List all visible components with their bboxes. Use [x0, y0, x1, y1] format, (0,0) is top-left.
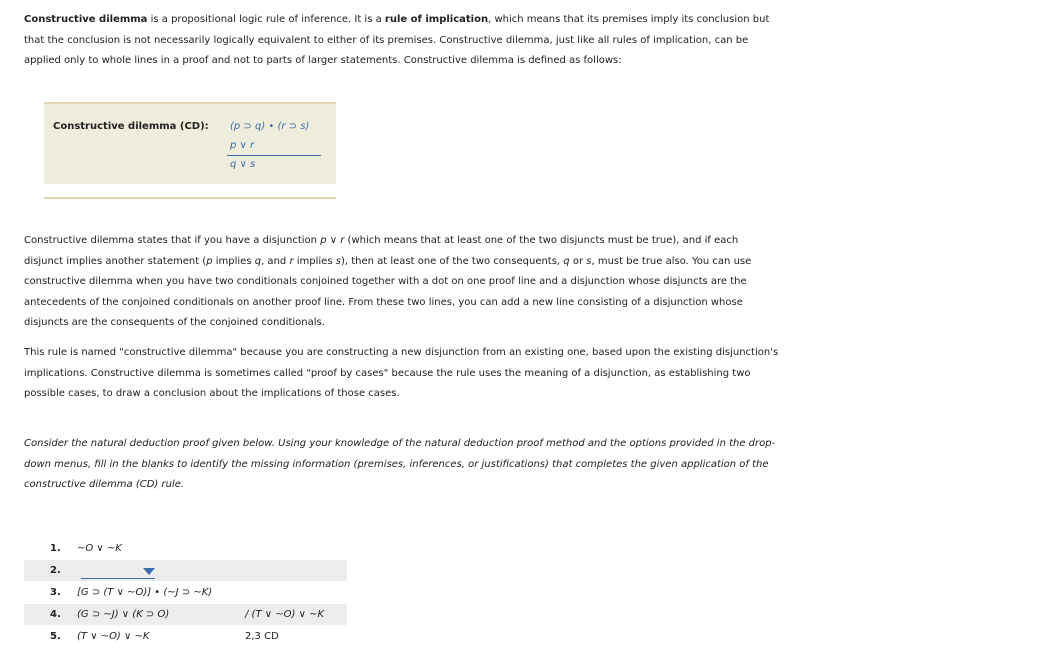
intro-line-2: that the conclusion is not necessarily logically equivalent to either of its premises. Constructive dilemma, just like all rules of implication, can be	[24, 34, 749, 46]
explanation-line-4: antecedents of the conjoined conditionals on another proof line. From these two lines, you can add a new line consisting of a disjunction whose	[24, 296, 743, 308]
var: s	[586, 255, 592, 267]
text: ), then at least one of the two consequents,	[340, 255, 564, 267]
var: p	[206, 255, 213, 267]
conclusion-divider	[227, 155, 321, 156]
conclusion-target: / (T ∨ ~O) ∨ ~K	[245, 609, 324, 620]
proof-line-2	[24, 560, 347, 581]
line-number: 1.	[50, 543, 61, 554]
rule-definition-box	[44, 102, 336, 184]
proof-line-3	[24, 582, 347, 603]
instructions-line-1: Consider the natural deduction proof given below. Using your knowledge of the natural deduction proof method and the options provided in the drop-	[24, 438, 776, 449]
text: , must be true also. You can use	[591, 255, 752, 267]
proof-line-1	[24, 538, 347, 559]
term-rule-of-implication: rule of implication	[384, 14, 489, 25]
rule-premise-1: (p ⊃ q) • (r ⊃ s)	[230, 121, 310, 132]
var: p	[320, 235, 327, 246]
proof-line-4	[24, 604, 347, 625]
var: q	[254, 255, 262, 267]
line-number: 5.	[50, 631, 61, 642]
intro-paragraph	[24, 10, 814, 72]
line-statement: (G ⊃ ~J) ∨ (K ⊃ O)	[77, 609, 170, 620]
line-number: 2.	[50, 565, 61, 576]
naming-paragraph	[24, 343, 814, 405]
instructions-line-3: constructive dilemma (CD) rule.	[24, 479, 185, 490]
naming-line-1: This rule is named "constructive dilemma" because you are constructing a new disjunction from an existing one, based upon the existing disjunction's	[24, 347, 779, 358]
proof-line-5	[24, 626, 347, 647]
intro-text: , which means that its premises imply its conclusion but	[488, 14, 770, 25]
line-statement: ~O ∨ ~K	[77, 543, 122, 554]
instructions-paragraph	[24, 434, 814, 496]
text: implies	[212, 255, 255, 267]
var: s	[335, 255, 341, 267]
intro-line-3: applied only to whole lines in a proof and not to parts of larger statements. Constructive dilemma is defined as follows:	[24, 55, 622, 66]
intro-text: is a propositional logic rule of inference. It is a	[147, 14, 385, 25]
naming-line-2: implications. Constructive dilemma is sometimes called "proof by cases" because the rule uses the meaning of a disjunction, as establishing two	[24, 367, 751, 379]
naming-line-3: possible cases, to draw a conclusion about the implications of those cases.	[24, 388, 400, 399]
rule-conclusion: q ∨ s	[230, 159, 256, 170]
rule-premise-2: p ∨ r	[230, 140, 255, 151]
line-statement: [G ⊃ (T ∨ ~O)] • (~J ⊃ ~K)	[77, 587, 213, 598]
premise-dropdown[interactable]	[81, 563, 155, 579]
rule-name: Constructive dilemma (CD):	[53, 121, 209, 132]
text: disjunct implies another statement (	[24, 255, 207, 267]
line-statement: (T ∨ ~O) ∨ ~K	[77, 631, 150, 642]
text: Constructive dilemma states that if you have a disjunction	[24, 235, 321, 246]
explanation-line-3: constructive dilemma when you have two conditionals conjoined together with a dot on one proof line and a disjunction whose disjuncts are the	[24, 276, 747, 287]
text: (which means that at least one of the two disjuncts must be true), and if each	[344, 235, 739, 246]
instructions-line-2: down menus, fill in the blanks to identify the missing information (premises, inferences, or justifications) that completes the given application of the	[24, 458, 769, 470]
text: or	[569, 255, 587, 267]
line-number: 3.	[50, 587, 61, 598]
text: , and	[261, 255, 290, 267]
explanation-paragraph	[24, 231, 814, 334]
text: ∨	[326, 235, 341, 246]
line-number: 4.	[50, 609, 61, 620]
term-constructive-dilemma: Constructive dilemma	[24, 14, 148, 25]
explanation-line-5: disjuncts are the consequents of the conjoined conditionals.	[24, 317, 325, 328]
text: implies	[293, 255, 336, 267]
var: q	[563, 255, 570, 267]
var: r	[289, 255, 294, 267]
line-justification: 2,3 CD	[245, 631, 279, 642]
rule-box-bottom-border	[44, 197, 336, 199]
chevron-down-icon	[143, 568, 155, 575]
var: r	[340, 235, 345, 246]
